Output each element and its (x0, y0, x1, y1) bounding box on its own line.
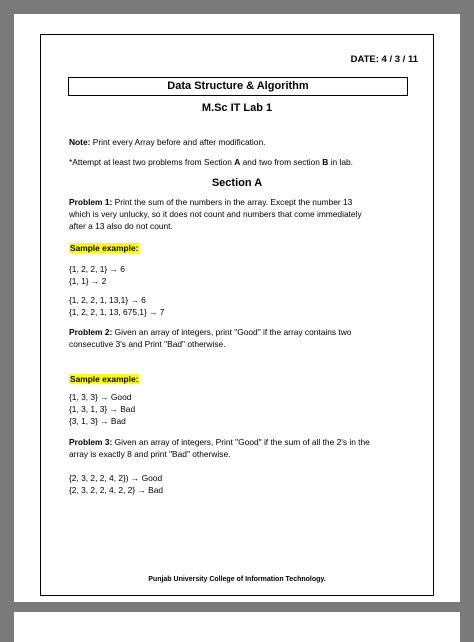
sample-label: Sample example: (70, 243, 139, 253)
note-label: Note: (69, 137, 91, 147)
problem1-line1: Print the sum of the numbers in the array. Except the number 13 (112, 197, 353, 207)
sample-label-1 (69, 242, 414, 254)
examples2 (69, 391, 414, 427)
note-line (69, 136, 414, 148)
example-line: {1, 2, 2, 1, 13,1} → 6 (69, 295, 146, 305)
example-line: {3, 1, 3} → Bad (69, 416, 126, 426)
attempt-text-3: in lab. (328, 157, 353, 167)
attempt-text-2: and two from section (240, 157, 323, 167)
sample-label-2 (69, 373, 414, 385)
problem1-line3: after a 13 also do not count. (69, 221, 173, 231)
problem1-line2: which is very unlucky, so it does not count and numbers that come immediately (69, 209, 362, 219)
example-line: {1, 1} → 2 (69, 276, 107, 286)
date-label: DATE: 4 / 3 / 11 (350, 54, 418, 65)
sample-label: Sample example: (70, 374, 139, 384)
problem3-line2: array is exactly 8 and print "Bad" otherwise. (69, 449, 231, 459)
examples3 (69, 472, 414, 496)
document-page (14, 14, 460, 602)
examples1-group-a (69, 263, 414, 287)
problem1-label: Problem 1: (69, 197, 113, 207)
next-page-edge (14, 612, 460, 642)
attempt-section-a: A (234, 157, 241, 167)
problem3-line1: Given an array of integers, Print "Good" if the sum of all the 2's in the (112, 437, 370, 447)
problem3 (69, 436, 414, 460)
example-line: {1, 2, 2, 1} → 6 (69, 264, 125, 274)
problem2-line1: Given an array of integers, print "Good" if the array contains two (112, 327, 352, 337)
example-line: {2, 3, 2, 2, 4, 2, 2} → Bad (69, 485, 164, 495)
problem2-label: Problem 2: (69, 327, 113, 337)
lab-title: M.Sc IT Lab 1 (201, 102, 273, 114)
attempt-section-b: B (322, 157, 329, 167)
section-title: Section A (211, 177, 263, 189)
problem3-label: Problem 3: (69, 437, 113, 447)
note-text: Print every Array before and after modification. (90, 137, 266, 147)
attempt-text-1: *Attempt at least two problems from Section (69, 157, 235, 167)
problem1 (69, 196, 414, 232)
example-line: {1, 2, 2, 1, 13, 675,1} → 7 (69, 307, 165, 317)
course-title: Data Structure & Algorithm (68, 77, 408, 96)
example-line: {2, 3, 2, 2, 4, 2}) → Good (69, 473, 163, 483)
footer-institution: Punjab University College of Information Technology. (148, 576, 326, 583)
example-line: {1, 3, 3} → Good (69, 392, 132, 402)
problem2-line2: consecutive 3's and Print "Bad" otherwise. (69, 339, 226, 349)
examples1-group-b (69, 294, 414, 318)
attempt-line (69, 156, 414, 168)
example-line: {1, 3, 1, 3} → Bad (69, 404, 136, 414)
problem2 (69, 326, 414, 350)
